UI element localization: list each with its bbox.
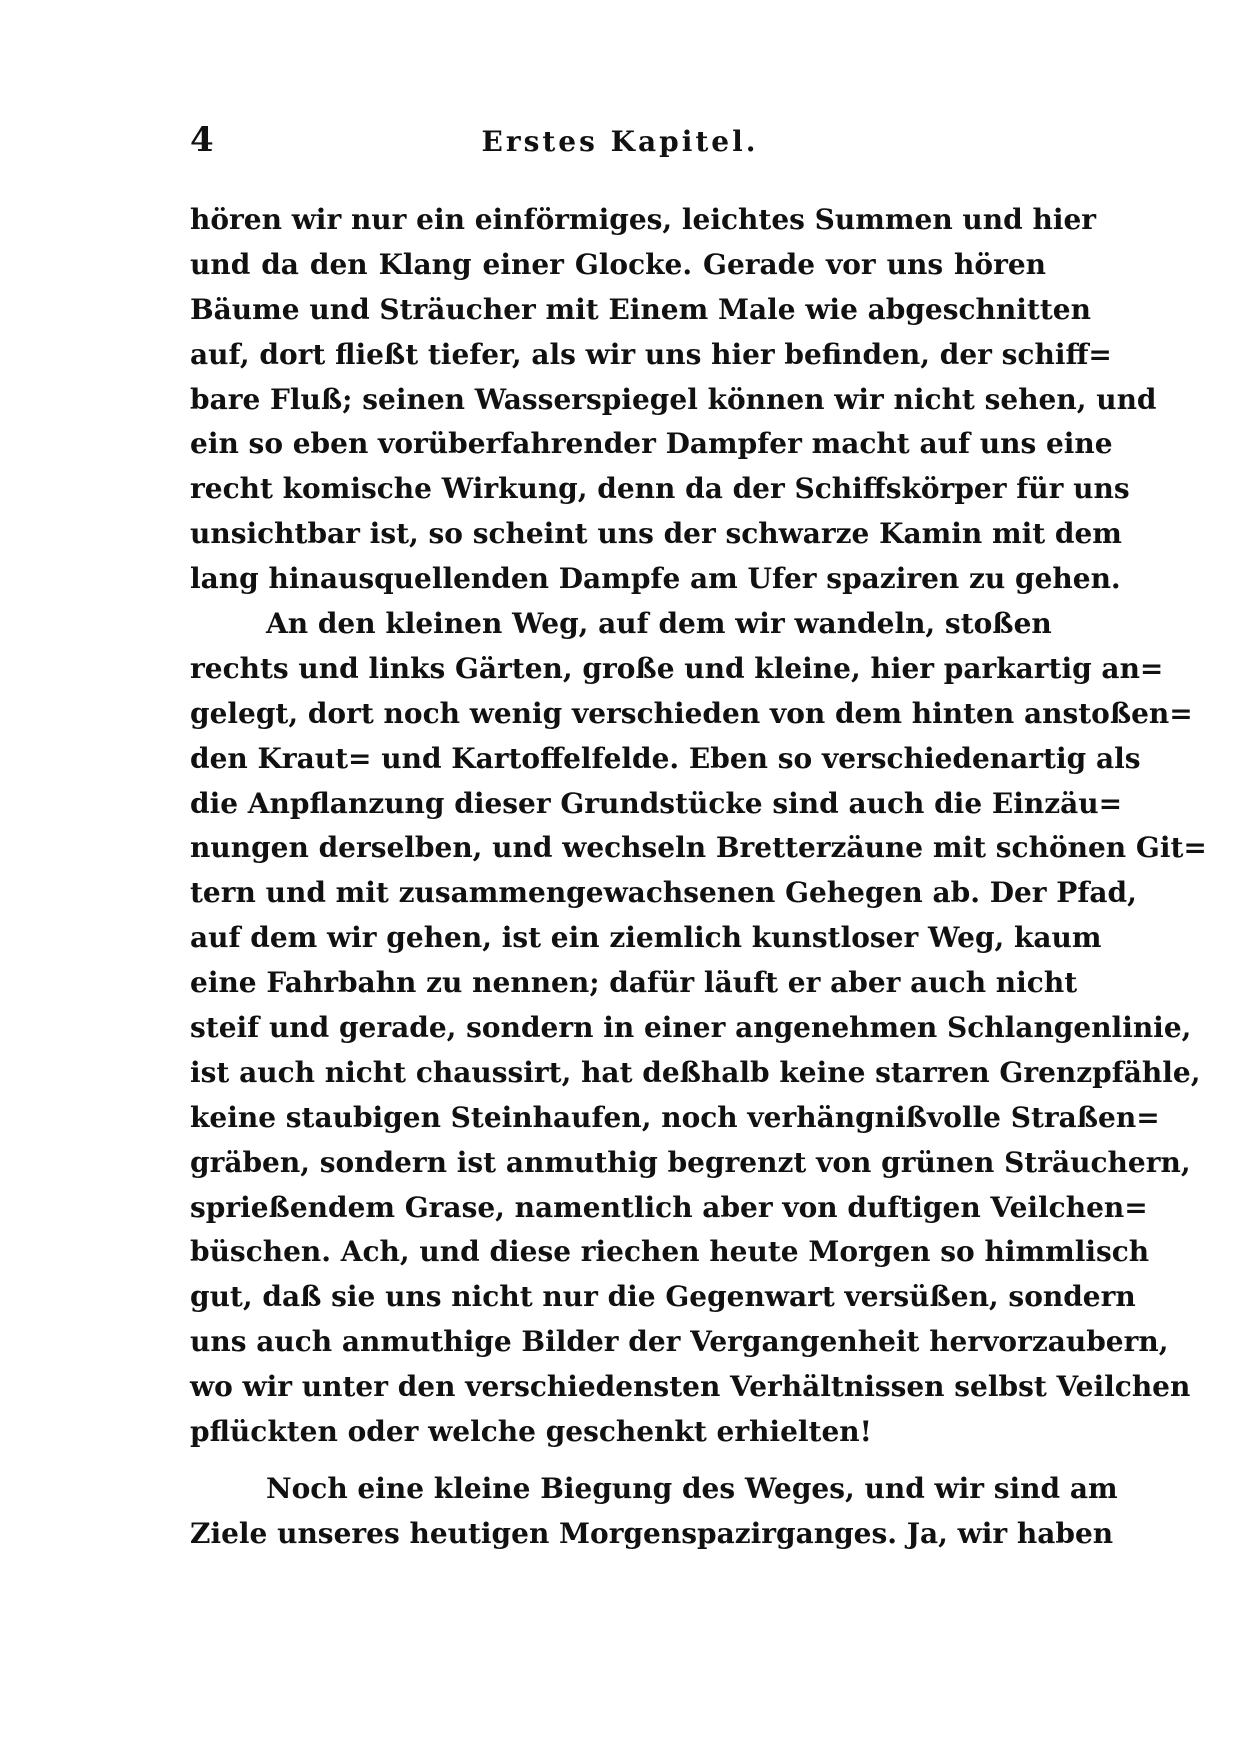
- text-line: ist auch nicht chaussirt, hat deßhalb keine starren Grenzpfähle,: [190, 1055, 1201, 1089]
- text-line: lang hinausquellenden Dampfe am Ufer spaziren zu gehen.: [190, 562, 1121, 596]
- text-line: den Kraut= und Kartoffelfelde. Eben so verschiedenartig als: [190, 741, 1141, 775]
- text-line: Noch eine kleine Biegung des Weges, und wir sind am: [266, 1471, 1118, 1505]
- body-text: [190, 198, 1207, 1557]
- paragraph-gap: [190, 1455, 1046, 1467]
- page-header: [190, 120, 1050, 168]
- text-line: keine staubigen Steinhaufen, noch verhängnißvolle Straßen=: [190, 1100, 1160, 1134]
- text-line: recht komische Wirkung, denn da der Schiffskörper für uns: [190, 472, 1130, 506]
- text-line: auf, dort fließt tiefer, als wir uns hier befinden, der schiff=: [190, 337, 1112, 371]
- text-line: nungen derselben, und wechseln Bretterzäune mit schönen Git=: [190, 831, 1207, 865]
- text-line: tern und mit zusammengewachsenen Gehegen ab. Der Pfad,: [190, 876, 1137, 910]
- text-line: eine Fahrbahn zu nennen; dafür läuft er aber auch nicht: [190, 966, 1078, 1000]
- text-line: unsichtbar ist, so scheint uns der schwarze Kamin mit dem: [190, 517, 1122, 551]
- text-line: Ziele unseres heutigen Morgenspazirganges. Ja, wir haben: [190, 1516, 1114, 1550]
- text-line: die Anpflanzung dieser Grundstücke sind auch die Einzäu=: [190, 786, 1123, 820]
- running-title: Erstes Kapitel.: [481, 125, 759, 158]
- text-line: gelegt, dort noch wenig verschieden von dem hinten anstoßen=: [190, 696, 1193, 730]
- paragraph-3: [190, 1467, 1118, 1557]
- text-line: ein so eben vorüberfahrender Dampfer macht auf uns eine: [190, 427, 1113, 461]
- text-line: steif und gerade, sondern in einer angenehmen Schlangenlinie,: [190, 1011, 1192, 1045]
- text-line: sprießendem Grase, namentlich aber von duftigen Veilchen=: [190, 1190, 1148, 1224]
- text-line: wo wir unter den verschiedensten Verhältnissen selbst Veilchen: [190, 1370, 1191, 1404]
- text-line: auf dem wir gehen, ist ein ziemlich kunstloser Weg, kaum: [190, 921, 1102, 955]
- paragraph-2: [190, 602, 1207, 1455]
- text-line: gut, daß sie uns nicht nur die Gegenwart versüßen, sondern: [190, 1280, 1136, 1314]
- text-line: An den kleinen Weg, auf dem wir wandeln, stoßen: [266, 607, 1052, 641]
- page-number: 4: [190, 120, 214, 160]
- text-line: hören wir nur ein einförmiges, leichtes Summen und hier: [190, 203, 1097, 236]
- text-line: uns auch anmuthige Bilder der Vergangenheit hervorzaubern,: [190, 1325, 1169, 1359]
- text-line: und da den Klang einer Glocke. Gerade vor uns hören: [190, 247, 1046, 281]
- text-line: büschen. Ach, und diese riechen heute Morgen so himmlisch: [190, 1235, 1150, 1269]
- text-line: pflückten oder welche geschenkt erhielten!: [190, 1415, 872, 1449]
- text-line: gräben, sondern ist anmuthig begrenzt von grünen Sträuchern,: [190, 1145, 1191, 1179]
- text-line: Bäume und Sträucher mit Einem Male wie abgeschnitten: [190, 292, 1091, 326]
- text-line: rechts und links Gärten, große und kleine, hier parkartig an=: [190, 651, 1164, 685]
- text-line: bare Fluß; seinen Wasserspiegel können wir nicht sehen, und: [190, 382, 1157, 416]
- paragraph-1: [190, 198, 1157, 602]
